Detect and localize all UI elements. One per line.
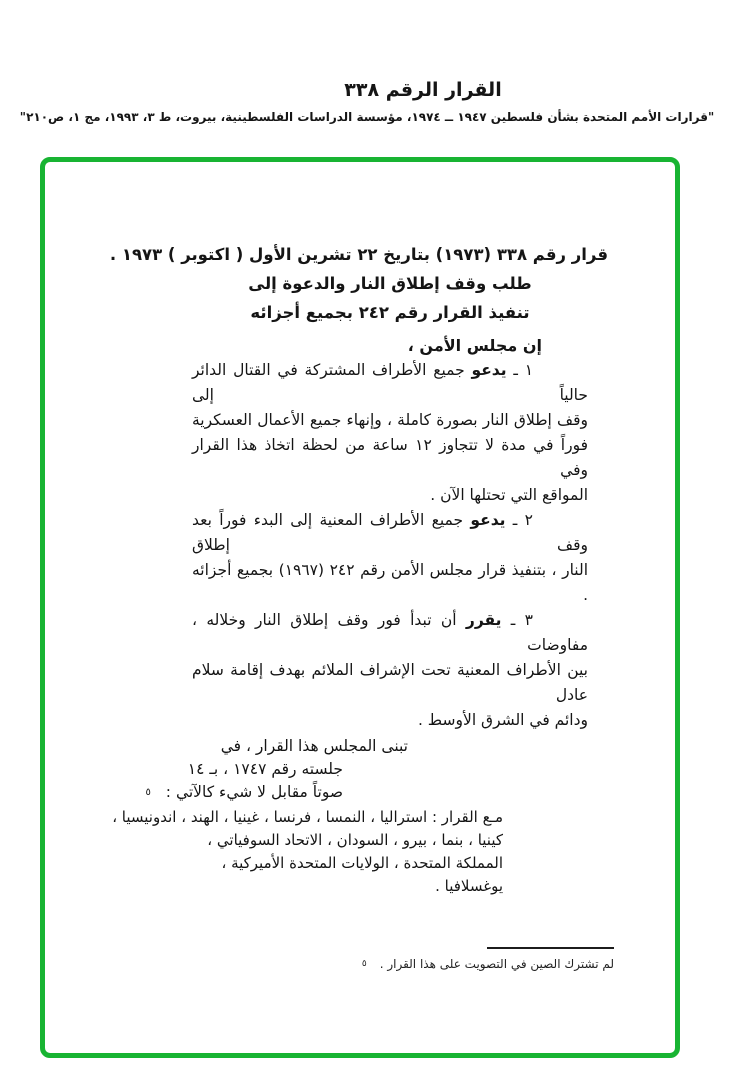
source-citation: "قرارات الأمم المتحدة بشأن فلسطين ١٩٤٧ ــ ١٩٧٤، مؤسسة الدراسات الفلسطينية، بيروت، ط ٣، ١٩٩٣، مج ١، ص٢١٠" xyxy=(19,110,715,124)
text-line: ودائم في الشرق الأوسط . xyxy=(417,711,588,729)
text-line: وقف إطلاق النار بصورة كاملة ، وإنهاء جميع الأعمال العسكرية xyxy=(192,411,588,429)
text-line: فوراً في مدة لا تتجاوز ١٢ ساعة من لحظة اتخاذ هذا القرار وفي xyxy=(192,436,589,479)
text-line: ٢ ـ يدعو جميع الأطراف المعنية إلى البدء فوراً بعد وقف إطلاق xyxy=(192,511,588,554)
text-line: المواقع التي تحتلها الآن . xyxy=(430,486,588,504)
text-line: طلب وقف إطلاق النار والدعوة إلى xyxy=(248,274,532,293)
resolution-text xyxy=(45,162,675,898)
text-line: النار ، بتنفيذ قرار مجلس الأمن رقم ٢٤٢ (١٩٦٧) بجميع أجزائه . xyxy=(192,561,588,604)
text-line: إن مجلس الأمن ، xyxy=(407,336,542,355)
page-title: القرار الرقم ٣٣٨ xyxy=(344,79,502,101)
text-line: بين الأطراف المعنية تحت الإشراف الملائم بهدف إقامة سلام عادل xyxy=(192,661,588,704)
footnote-line xyxy=(362,956,614,974)
footnote-separator-rule xyxy=(487,947,614,949)
footnote-text: لم تشترك الصين في التصويت على هذا القرار . xyxy=(379,957,614,971)
footnote-marker: ٥ xyxy=(361,959,367,969)
footnote-reference-marker: ٥ xyxy=(145,787,151,798)
text-line: قرار رقم ٣٣٨ (١٩٧٣) بتاريخ ٢٢ تشرين الأول ( اكتوبر ) ١٩٧٣ . xyxy=(109,245,608,264)
text-line: صوتاً مقابل لا شيء كالآتي : ٥ xyxy=(192,781,343,806)
text-line: تنفيذ القرار رقم ٢٤٢ بجميع أجزائه xyxy=(250,303,530,322)
text-line: المملكة المتحدة ، الولايات المتحدة الأميركية ، xyxy=(221,854,503,872)
text-line: يوغسلافيا . xyxy=(435,877,503,895)
text-line: مـع القرار : استراليا ، النمسا ، فرنسا ، غينيا ، الهند ، اندونيسيا ، xyxy=(112,808,503,826)
text-line: تبنى المجلس هذا القرار ، في xyxy=(220,737,408,755)
footnote xyxy=(362,947,614,974)
text-line: ٣ ـ يقرر أن تبدأ فور وقف إطلاق النار وخلاله ، مفاوضات xyxy=(192,611,588,654)
text-line: جلسته رقم ١٧٤٧ ، بـ ١٤ xyxy=(187,760,343,778)
resolution-box xyxy=(40,157,680,1058)
text-line: ١ ـ يدعو جميع الأطراف المشتركة في القتال الدائر حالياً إلى xyxy=(192,361,588,404)
text-line: كينيا ، بنما ، بيرو ، السودان ، الاتحاد السوفياتي ، xyxy=(207,831,503,849)
resolution-lines xyxy=(109,240,608,898)
